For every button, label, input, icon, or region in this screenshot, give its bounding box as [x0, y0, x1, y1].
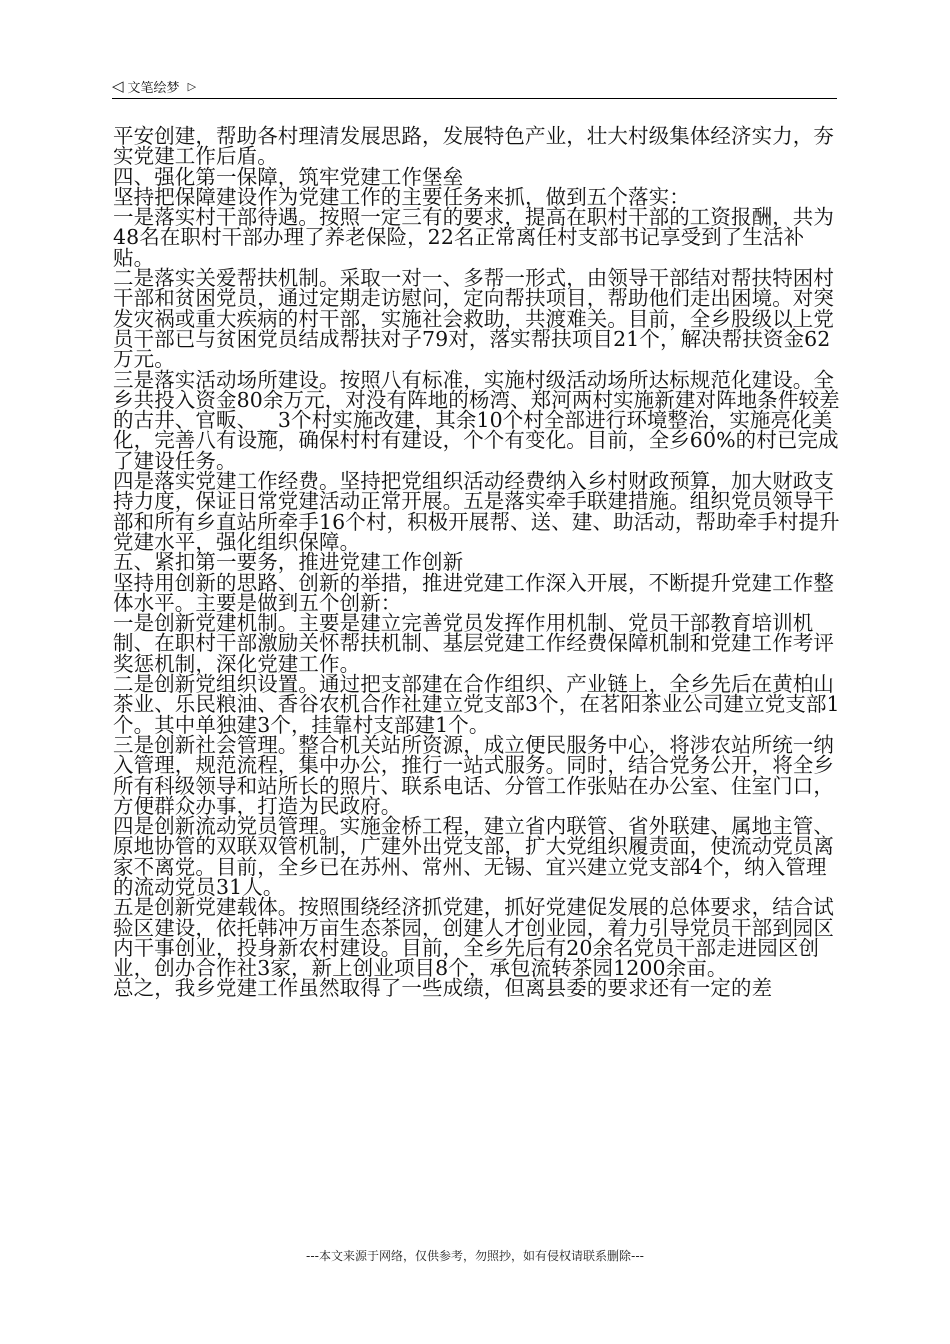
paragraph: 坚持用创新的思路、创新的举措，推进党建工作深入开展，不断提升党建工作整体水平。主要是做到五个创新：: [113, 570, 834, 615]
footer-disclaimer: ---本文来源于网络，仅供参考，勿照抄，如有侵权请联系删除---: [306, 1249, 644, 1263]
paragraph: 坚持把保障建设作为党建工作的主要任务来抓，做到五个落实：: [113, 184, 690, 209]
brand: [112, 76, 196, 96]
paragraph: 平安创建，帮助各村理清发展思路，发展特色产业，壮大村级集体经济实力，夯实党建工作后盾。: [113, 124, 834, 169]
document-body: [113, 126, 841, 999]
paragraph: 二是创新党组织设置。通过把支部建在合作组织、产业链上，全乡先后在黄柏山茶业、乐民粮油、香谷农机合作社建立党支部3个，在茗阳茶业公司建立党支部1个。其中单独建3个，挂靠村支部建1个。: [113, 672, 840, 737]
paragraph: 五是创新党建载体。按照围绕经济抓党建，抓好党建促发展的总体要求，结合试验区建设，依托韩冲万亩生态茶园，创建人才创业园，着力引导党员干部到园区内干事创业，投身新农村建设。目前，全乡先后有20余名党员干部走进园区创业，创办合作社3家，新上创业项目8个，承包流转茶园1200余亩。: [113, 895, 834, 981]
triangle-right-icon: ▷: [187, 79, 197, 93]
paragraph: 四是创新流动党员管理。实施金桥工程，建立省内联管、省外联建、属地主管、原地协管的双联双管机制，广建外出党支部，扩大党组织履责面，使流动党员离家不离党。目前，全乡已在苏州、常州、无锡、宜兴建立党支部4个，纳入管理的流动党员31人。: [113, 814, 834, 899]
paragraph: 总之，我乡党建工作虽然取得了一些成绩，但离县委的要求还有一定的差: [113, 976, 773, 1001]
paragraph: 一是创新党建机制。主要是建立完善党员发挥作用机制、党员干部教育培训机制、在职村干部激励关怀帮扶机制、基层党建工作经费保障机制和党建工作考评奖惩机制，深化党建工作。: [113, 611, 834, 676]
paragraph: 一是落实村干部待遇。按照一定三有的要求，提高在职村干部的工资报酬，共为48名在职村干部办理了养老保险，22名正常离任村支部书记享受到了生活补贴。: [113, 205, 834, 270]
page-header: [112, 76, 837, 99]
triangle-left-icon: ◁: [112, 76, 124, 95]
paragraph: 二是落实关爱帮扶机制。采取一对一、多帮一形式，由领导干部结对帮扶特困村干部和贫困党员，通过定期走访慰问，定向帮扶项目，帮助他们走出困境。对突发灾祸或重大疾病的村干部，实施社会救助，共渡难关。目前，全乡股级以上党员干部已与贫困党员结成帮扶对子79对，落实帮扶项目21个，解决帮扶资金62万元。: [113, 266, 834, 372]
paragraph: 三是创新社会管理。整合机关站所资源，成立便民服务中心，将涉农站所统一纳入管理，规范流程，集中办公，推行一站式服务。同时，结合党务公开，将全乡所有科级领导和站所长的照片、联系电话、分管工作张贴在办公室、住室门口，方便群众办事，打造为民政府。: [113, 732, 834, 818]
brand-text: 文笔绘梦: [127, 80, 180, 96]
paragraph: 四是落实党建工作经费。坚持把党组织活动经费纳入乡村财政预算，加大财政支持力度，保证日常党建活动正常开展。五是落实牵手联建措施。组织党员领导干部和所有乡直站所牵手16个村，积极开展帮、送、建、助活动，帮助牵手村提升党建水平，强化组织保障。: [113, 469, 840, 554]
paragraph: 三是落实活动场所建设。按照八有标准，实施村级活动场所达标规范化建设。全乡共投入资金80余万元，对没有阵地的杨湾、郑河两村实施新建对阵地条件较差的古井、官畈、__3个村实施改建，其余10个村全部进行环境整治，实施亮化美化，完善八有设施，确保村村有建设，个个有变化。目前，全乡60%的村已完成了建设任务。: [113, 367, 840, 473]
section-heading: 四、强化第一保障，筑牢党建工作堡垒: [113, 164, 464, 189]
section-heading: 五、紧扣第一要务，推进党建工作创新: [113, 550, 464, 575]
